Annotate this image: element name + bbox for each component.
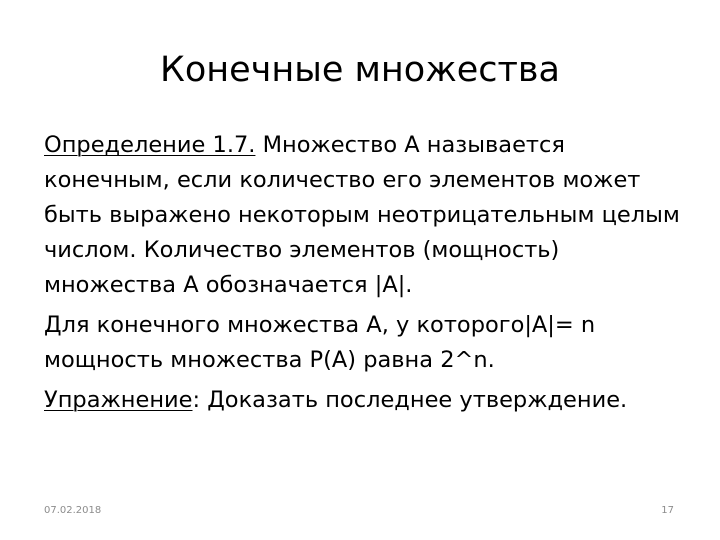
definition-text: Множество А называется конечным, если количество его элементов может быть выражено некоторым неотрицательным целым числом. Количество элементов (мощность) множества А обозначается |A|. [44,132,680,298]
slide-title: Конечные множества [159,50,560,90]
statement-line-2: мощность множества P(A) равна 2^n. [44,347,495,373]
statement-paragraph [44,308,694,378]
statement-line-1: Для конечного множества А, у которого|A|= n [44,312,596,338]
page-number: 17 [661,505,674,516]
footer-date: 07.02.2018 [44,505,102,516]
exercise-text: : Доказать последнее утверждение. [192,387,628,413]
definition-label: Определение 1.7. [44,132,256,158]
exercise-label: Упражнение [44,387,193,413]
definition-paragraph [44,128,694,303]
slide-body [44,128,694,418]
exercise-paragraph [44,383,694,418]
